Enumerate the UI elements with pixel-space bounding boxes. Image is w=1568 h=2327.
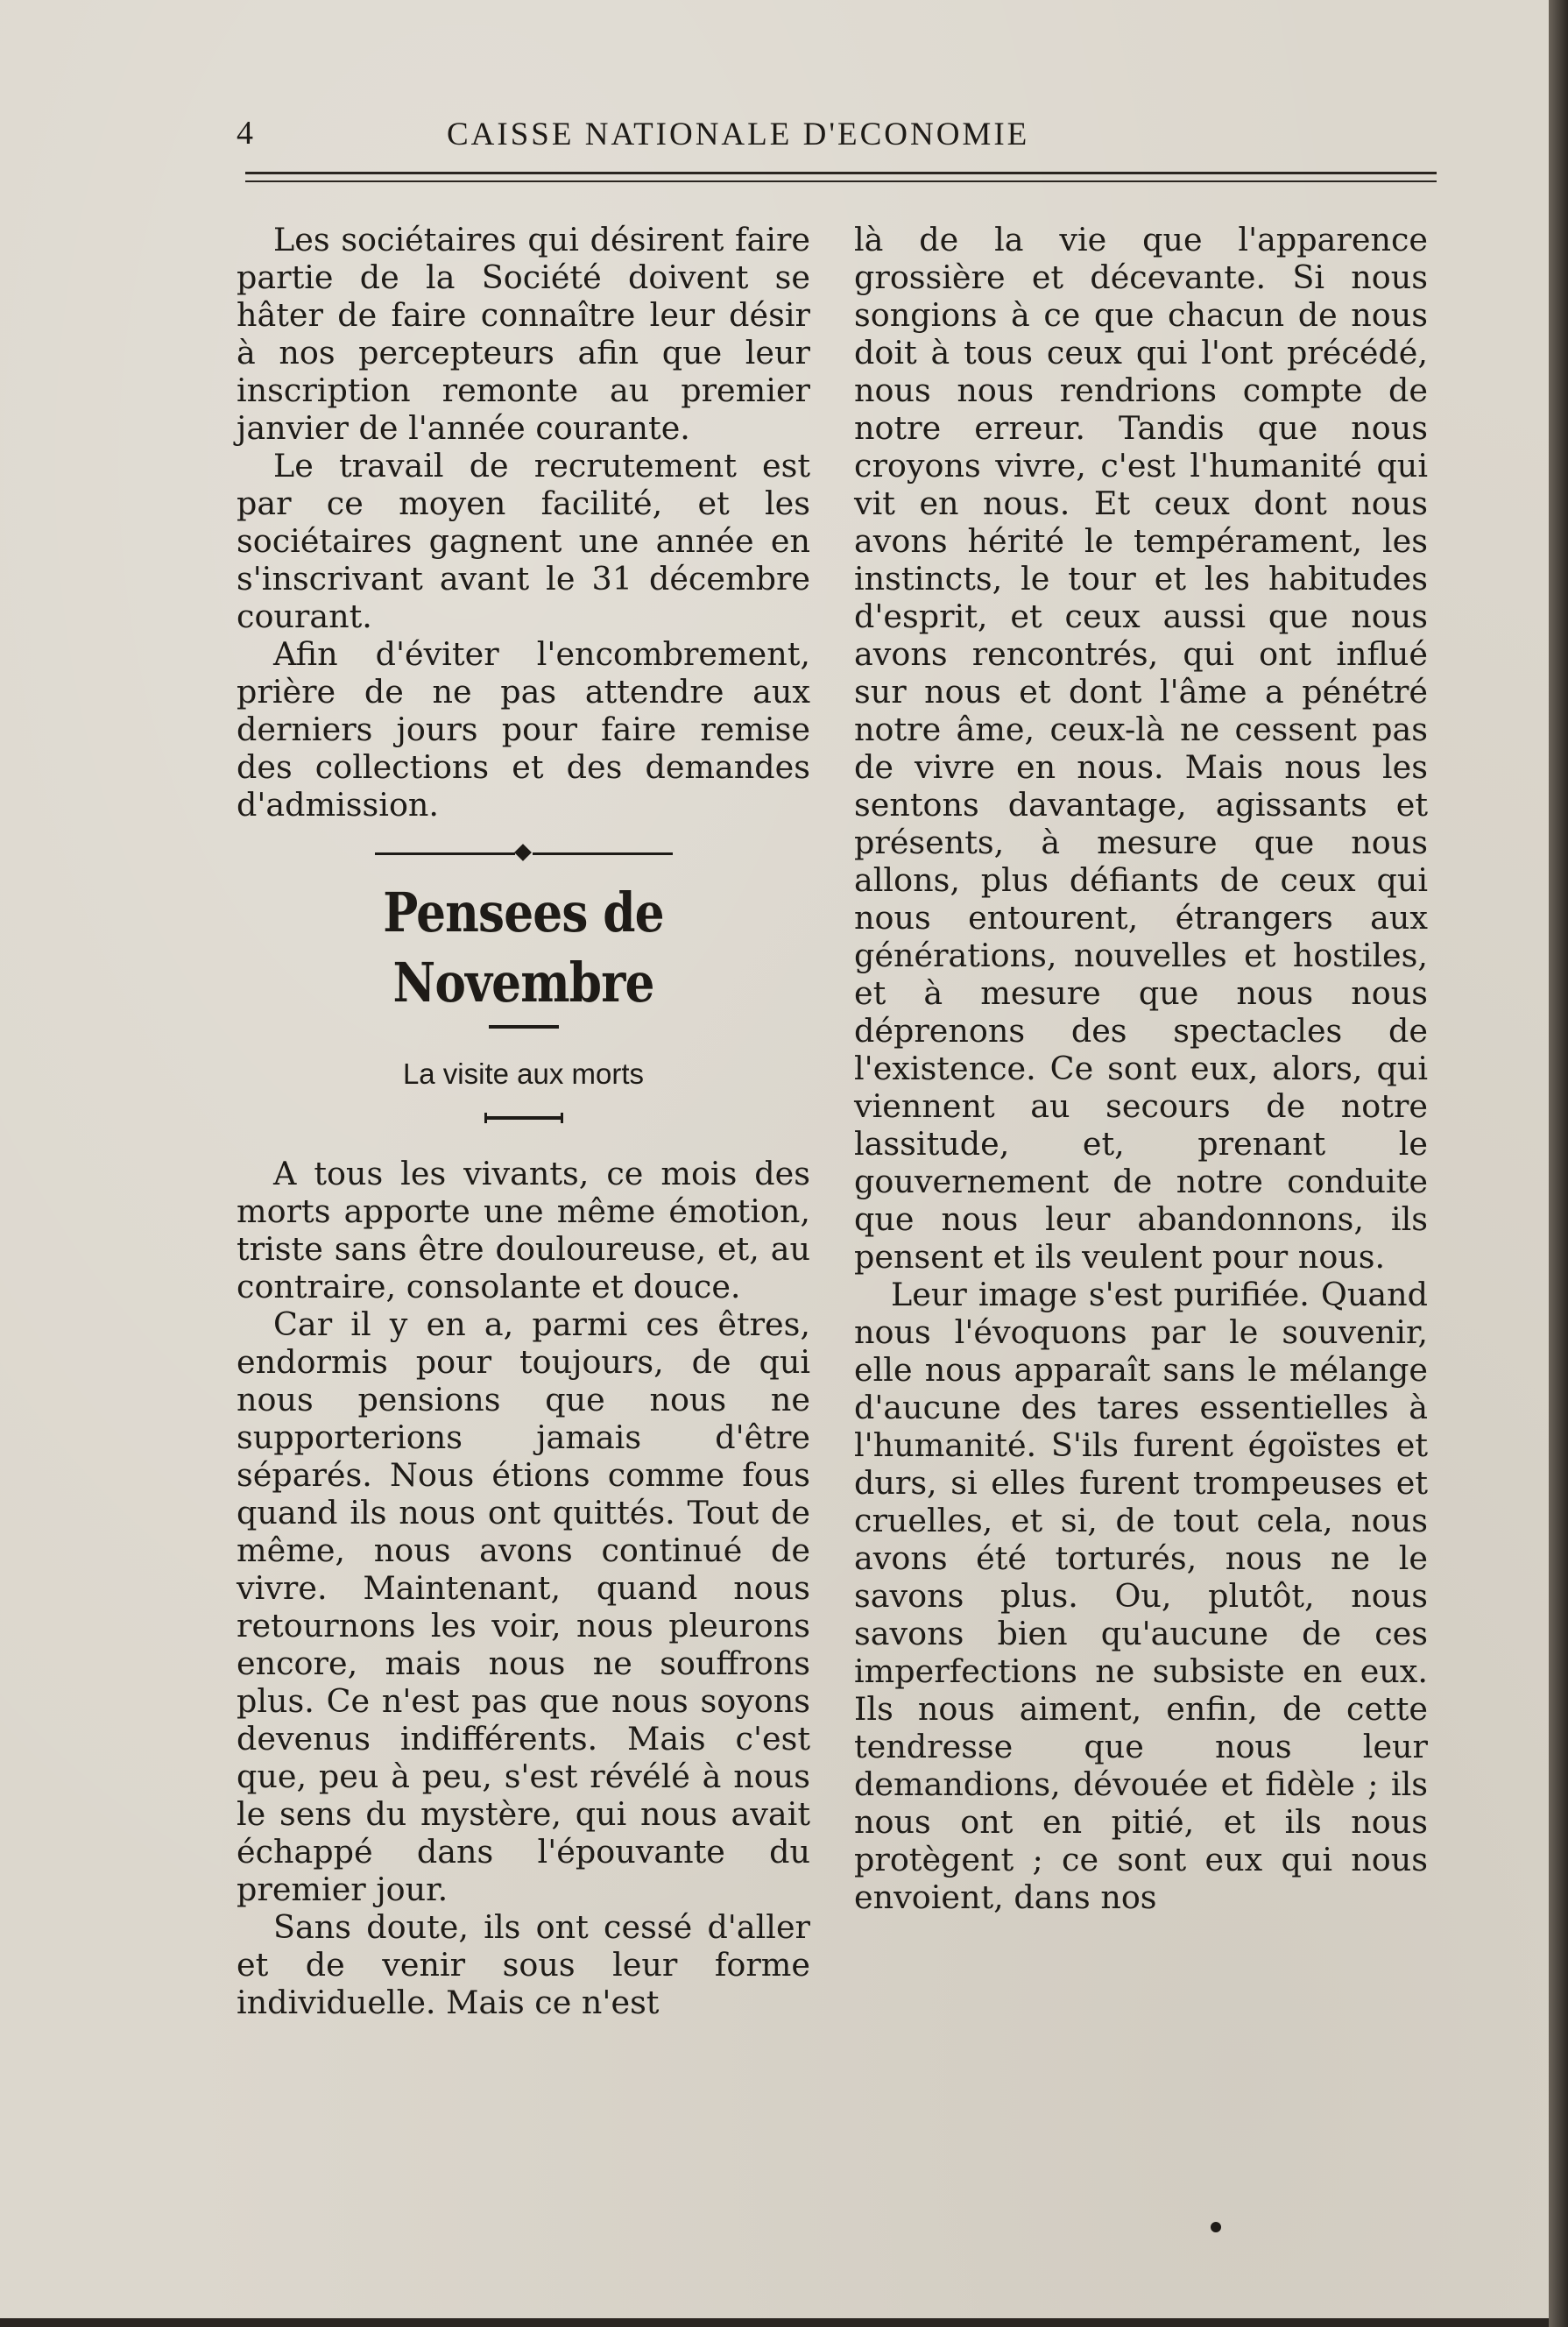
page-header (237, 114, 1428, 166)
right-column (854, 221, 1428, 1916)
running-title: CAISSE NATIONALE D'ECONOMIE (447, 117, 1030, 152)
article-paragraph: A tous les vivants, ce mois des morts apporte une même émotion, triste sans être douloureuse, et, au contraire, consolante et douce. (237, 1155, 810, 1305)
article-paragraph: Leur image s'est purifiée. Quand nous l'évoquons par le souvenir, elle nous apparaît sans le mélange d'aucune des tares essentielles à l'humanité. S'ils furent égoïstes et durs, si elles furent trompeuses et cruelles, et si, de tout cela, nous avons été torturés, nous ne le savons plus. Ou, plutôt, nous savons bien qu'aucune de ces imperfections ne subsiste en eux. Ils nous aiment, enfin, de cette tendresse que nous leur demandions, dévouée et fidèle ; ils nous ont en pitié, et ils nous protègent ; ce sont eux qui nous envoient, dans nos (854, 1276, 1428, 1916)
notice-paragraph: Le travail de recrutement est par ce moyen facilité, et les sociétaires gagnent une année en s'inscrivant avant le 31 décembre courant. (237, 447, 810, 635)
section-title: Pensees de Novembre (383, 881, 664, 1015)
ornament-divider (375, 845, 673, 862)
article-paragraph: Sans doute, ils ont cessé d'aller et de venir sous leur forme individuelle. Mais ce n'est (237, 1908, 810, 2021)
ink-dot (1211, 2222, 1221, 2232)
header-rule-bottom (245, 180, 1437, 182)
article-paragraph: Car il y en a, parmi ces êtres, endormis pour toujours, de qui nous pensions que nous ne supporterions jamais d'être séparés. Nous étions comme fous quand ils nous ont quittés. Tout de même, nous avons continué de vivre. Maintenant, quand nous retournons les voir, nous pleurons encore, mais nous ne souffrons plus. Ce n'est pas que nous soyons devenus indifférents. Mais c'est que, peu à peu, s'est révélé à nous le sens du mystère, qui nous avait échappé dans l'épouvante du premier jour. (237, 1305, 810, 1908)
left-column (237, 221, 810, 2021)
header-rule-top (245, 172, 1437, 174)
page-number: 4 (237, 115, 253, 152)
article-subtitle: La visite aux morts (402, 1057, 645, 1090)
page-edge (1549, 0, 1568, 2327)
article-paragraph: là de la vie que l'apparence grossière et décevante. Si nous songions à ce que chacun de nous doit à tous ceux qui l'ont précédé, nous nous rendrions compte de notre erreur. Tandis que nous croyons vivre, c'est l'humanité qui vit en nous. Et ceux dont nous avons hérité le tempérament, les instincts, le tour et les habitudes d'esprit, et ceux aussi que nous avons rencontrés, qui ont influé sur nous et dont l'âme a pénétré notre âme, ceux-là ne cessent pas de vivre en nous. Mais nous les sentons davantage, agissants et présents, à mesure que nous allons, plus défiants de ceux qui nous entourent, étrangers aux générations, nouvelles et hostiles, et à mesure que nous nous déprenons des spectacles de l'existence. Ce sont eux, alors, qui viennent au secours de notre lassitude, et, prenant le gouvernement de notre conduite que nous leur abandonnons, ils pensent et ils veulent pour nous. (854, 221, 1428, 1276)
subtitle-rule (484, 1116, 563, 1120)
notice-paragraph: Afin d'éviter l'encombrement, prière de ne pas attendre aux derniers jours pour faire remise des collections et des demandes d'admission. (237, 635, 810, 824)
notice-paragraph: Les sociétaires qui désirent faire partie de la Société doivent se hâter de faire connaître leur désir à nos percepteurs afin que leur inscription remonte au premier janvier de l'année courante. (237, 221, 810, 447)
title-rule (489, 1025, 559, 1029)
